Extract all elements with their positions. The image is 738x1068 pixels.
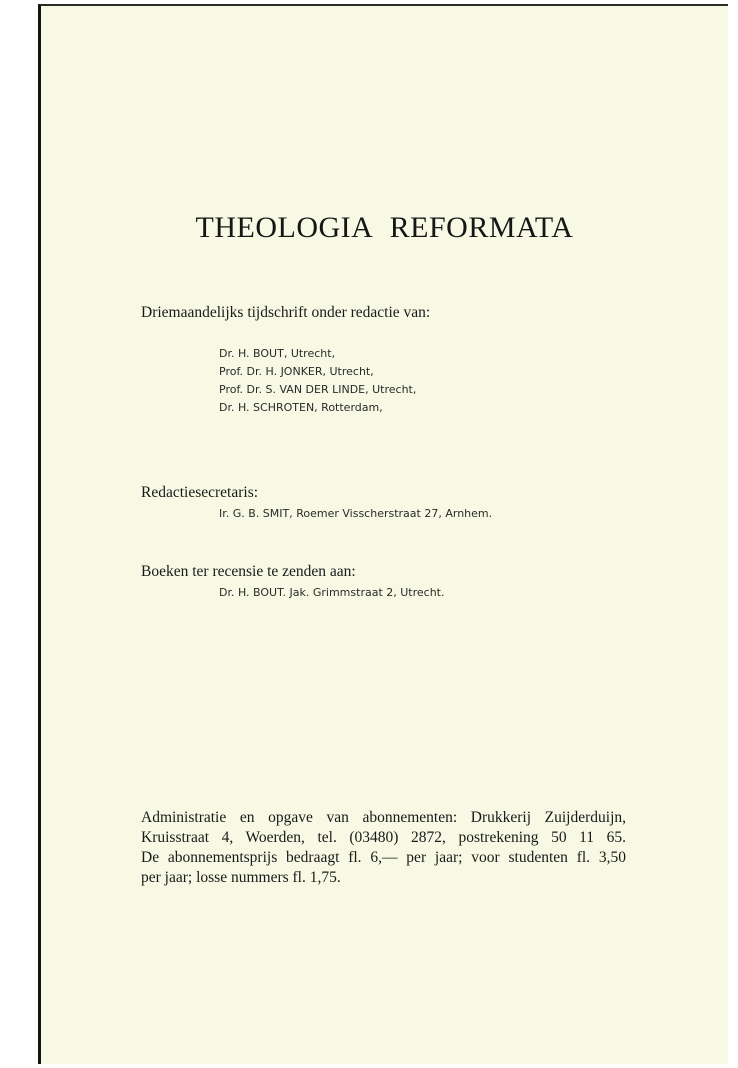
review-books-label: Boeken ter recensie te zenden aan: (141, 563, 356, 580)
secretary-entry: Ir. G. B. SMIT, Roemer Visscherstraat 27, Arnhem. (219, 507, 493, 520)
administration-line: De abonnementsprijs bedraagt fl. 6,— per jaar; voor studenten fl. 3,50 (141, 849, 626, 866)
editor-entry: Dr. H. BOUT, Utrecht, (219, 347, 336, 360)
administration-paragraph (141, 808, 626, 888)
review-books-entry: Dr. H. BOUT. Jak. Grimmstraat 2, Utrecht. (219, 586, 445, 599)
administration-line: Administratie en opgave van abonnementen: Drukkerij Zuijderduijn, (141, 809, 626, 826)
administration-line: Kruisstraat 4, Woerden, tel. (03480) 2872, postrekening 50 11 65. (141, 829, 626, 846)
journal-page (38, 4, 728, 1064)
journal-title: THEOLOGIA REFORMATA (195, 211, 574, 244)
editor-entry: Dr. H. SCHROTEN, Rotterdam, (219, 401, 383, 414)
administration-line: per jaar; losse nummers fl. 1,75. (141, 869, 341, 886)
editor-entry: Prof. Dr. S. VAN DER LINDE, Utrecht, (219, 383, 417, 396)
editors-label: Driemaandelijks tijdschrift onder redactie van: (141, 304, 431, 321)
editors-list (219, 345, 416, 417)
editor-entry: Prof. Dr. H. JONKER, Utrecht, (219, 365, 374, 378)
secretary-label: Redactiesecretaris: (141, 484, 259, 501)
